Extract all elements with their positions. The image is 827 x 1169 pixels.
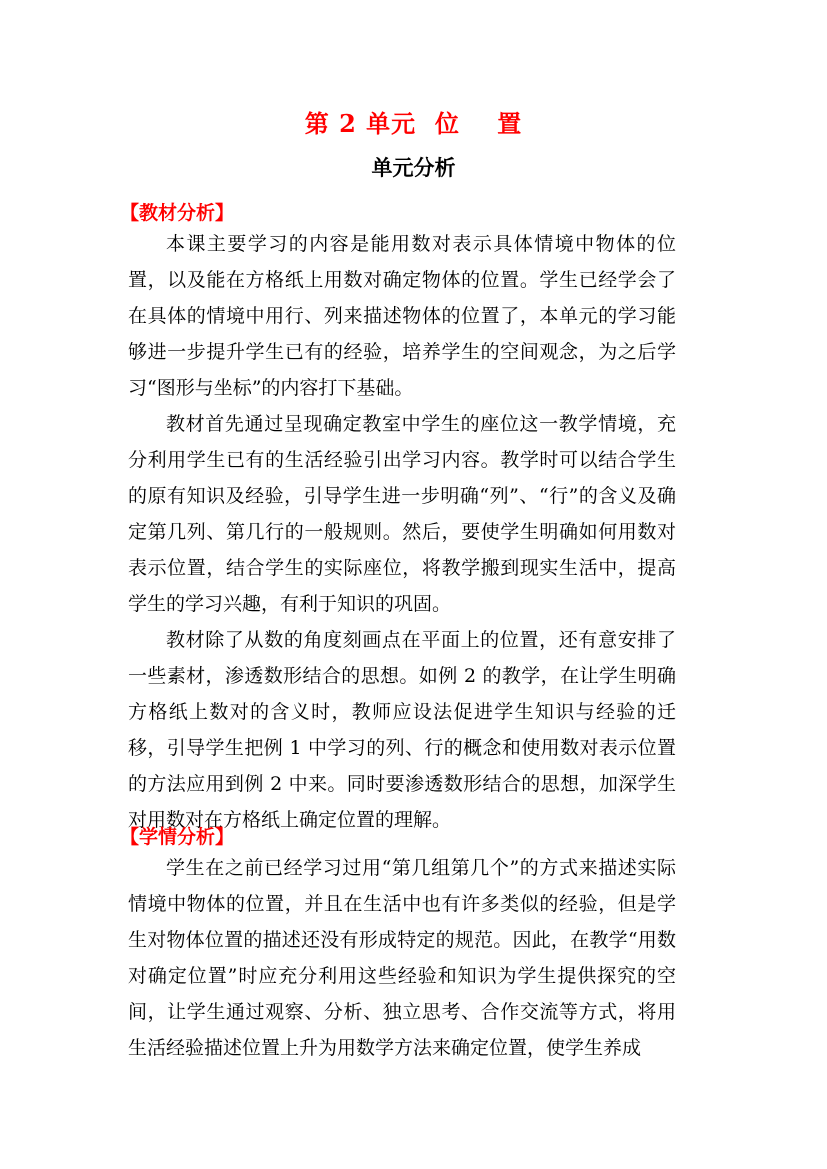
paragraph-learner-1: 学生在之前已经学习过用“第几组第几个”的方式来描述实际情境中物体的位置，并且在生活中也有许多类似的经验，但是学生对物体位置的描述还没有形成特定的规范。因此，在教学“用数对确定位置”时应充分利用这些经验和知识为学生提供探究的空间，让学生通过观察、分析、独立思考、合作交流等方式，将用生活经验描述位置上升为用数学方法来确定位置，使学生养成 (128, 857, 676, 1059)
unit-title: 第 2 单元 位 置 (304, 109, 523, 138)
section-heading-learner-analysis: 【学情分析】 (120, 826, 235, 848)
section-heading-textbook-analysis: 【教材分析】 (120, 202, 235, 224)
paragraph-textbook-1: 本课主要学习的内容是能用数对表示具体情境中物体的位置，以及能在方格纸上用数对确定物体的位置。学生已经学会了在具体的情境中用行、列来描述物体的位置了，本单元的学习能够进一步提升学生已有的经验，培养学生的空间观念，为之后学习“图形与坐标”的内容打下基础。 (128, 233, 676, 399)
paragraph-textbook-2: 教材首先通过呈现确定教室中学生的座位这一教学情境，充分利用学生已有的生活经验引出学习内容。教学时可以结合学生的原有知识及经验，引导学生进一步明确“列”、“行”的含义及确定第几列、第几行的一般规则。然后，要使学生明确如何用数对表示位置，结合学生的实际座位，将教学搬到现实生活中，提高学生的学习兴趣，有利于知识的巩固。 (128, 413, 676, 615)
paragraph-textbook-3: 教材除了从数的角度刻画点在平面上的位置，还有意安排了一些素材，渗透数形结合的思想。如例 2 的教学，在让学生明确方格纸上数对的含义时，教师应设法促进学生知识与经验的迁移，引导学生把例 1 中学习的列、行的概念和使用数对表示位置的方法应用到例 2 中来。同时要渗透数形结合的思想，加深学生对用数对在方格纸上确定位置的理解。 (128, 629, 676, 831)
unit-subtitle: 单元分析 (371, 155, 456, 180)
